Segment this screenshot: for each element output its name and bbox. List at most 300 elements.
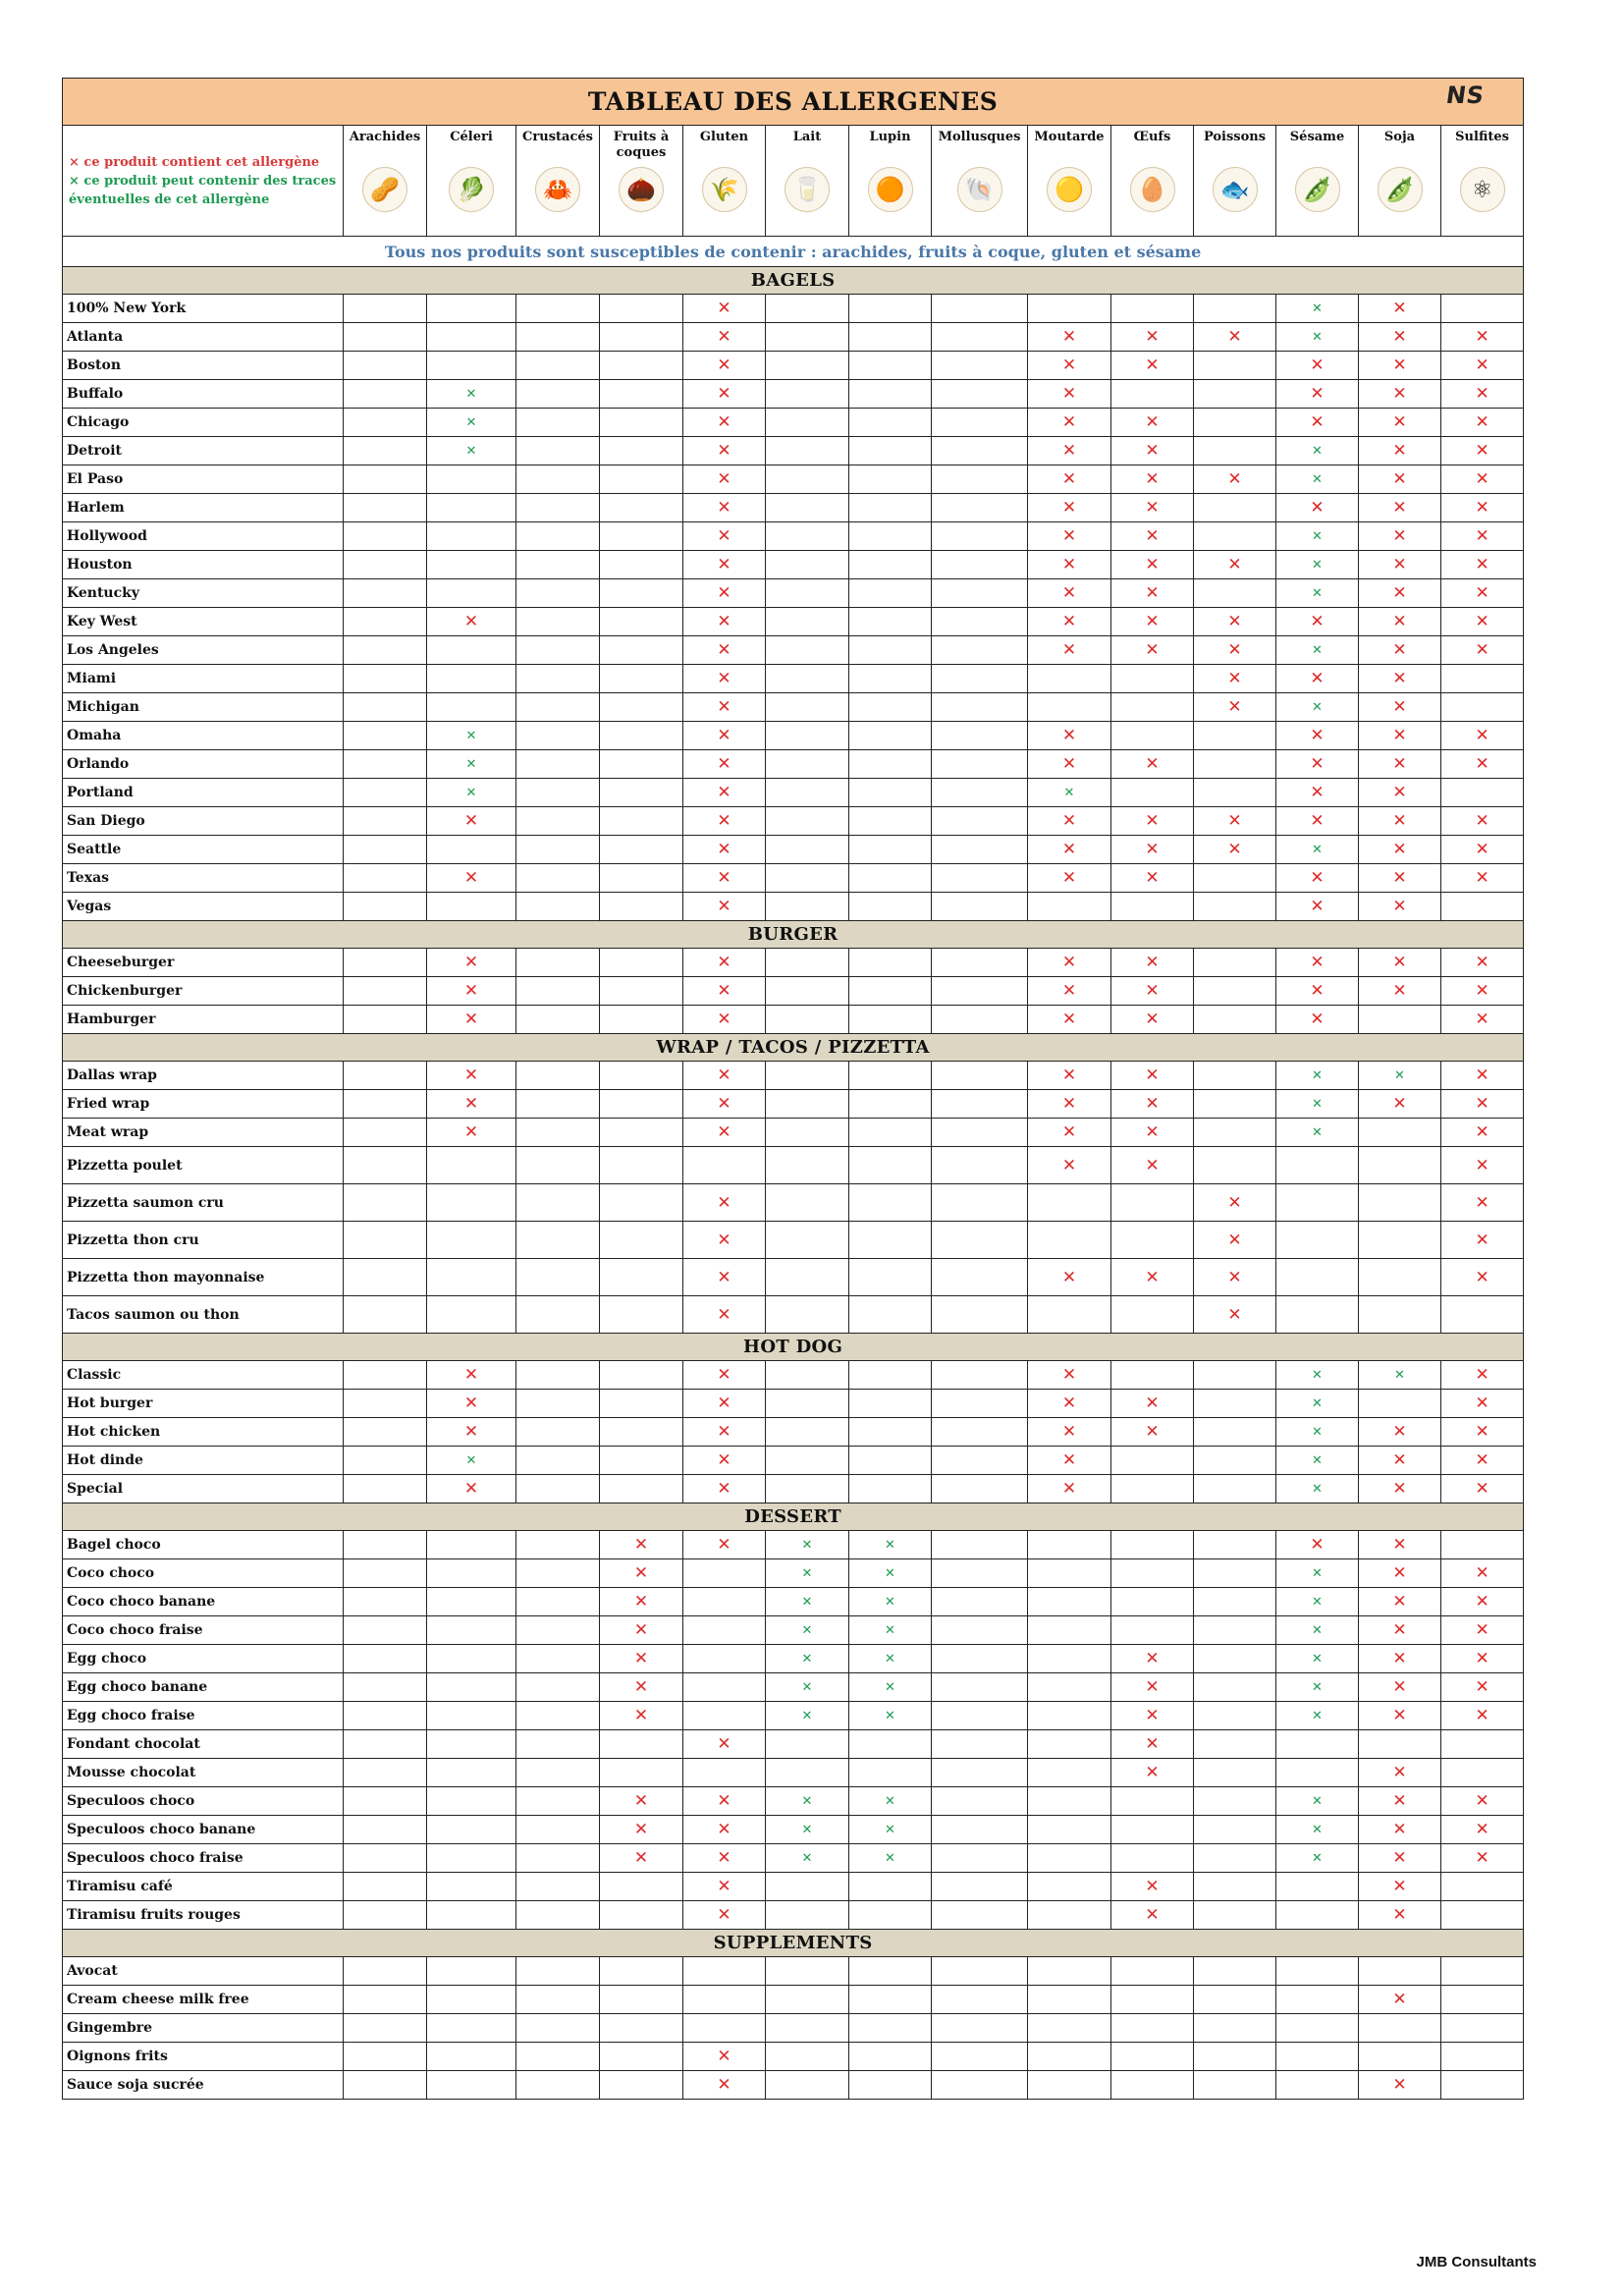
empty-cell (516, 1184, 600, 1222)
empty-cell (1276, 1184, 1359, 1222)
empty-cell (427, 1787, 516, 1816)
traces-mark-icon: ✕ (849, 1645, 932, 1673)
empty-cell (849, 807, 932, 836)
contains-mark-icon: ✕ (1194, 323, 1276, 352)
empty-cell (516, 1531, 600, 1559)
empty-cell (427, 1588, 516, 1616)
empty-cell (516, 1901, 600, 1930)
empty-cell (849, 608, 932, 636)
empty-cell (849, 1361, 932, 1390)
product-name: Vegas (63, 893, 344, 921)
contains-mark-icon: ✕ (600, 1616, 683, 1645)
contains-mark-icon: ✕ (1359, 779, 1441, 807)
empty-cell (766, 1901, 849, 1930)
contains-mark-icon: ✕ (1028, 722, 1111, 750)
contains-mark-icon: ✕ (683, 437, 766, 465)
empty-cell (849, 1062, 932, 1090)
empty-cell (766, 693, 849, 722)
peanut-icon: 🥜 (362, 167, 407, 212)
contains-mark-icon: ✕ (1111, 836, 1194, 864)
empty-cell (344, 893, 427, 921)
empty-cell (1359, 1730, 1441, 1759)
empty-cell (344, 636, 427, 665)
empty-cell (1028, 1759, 1111, 1787)
empty-cell (344, 579, 427, 608)
empty-cell (1441, 1531, 1524, 1559)
empty-cell (766, 1957, 849, 1986)
contains-mark-icon: ✕ (683, 551, 766, 579)
traces-mark-icon: ✕ (1359, 1361, 1441, 1390)
empty-cell (766, 437, 849, 465)
table-row (63, 608, 1524, 636)
empty-cell (932, 665, 1028, 693)
empty-cell (1194, 1759, 1276, 1787)
empty-cell (516, 1816, 600, 1844)
empty-cell (427, 1730, 516, 1759)
empty-cell (516, 836, 600, 864)
empty-cell (849, 380, 932, 409)
empty-cell (849, 779, 932, 807)
empty-cell (683, 1957, 766, 1986)
contains-mark-icon: ✕ (1111, 323, 1194, 352)
contains-mark-icon: ✕ (683, 750, 766, 779)
product-name: Atlanta (63, 323, 344, 352)
empty-cell (932, 1873, 1028, 1901)
footer-credit: JMB Consultants (1416, 2254, 1537, 2270)
empty-cell (344, 722, 427, 750)
empty-cell (683, 1645, 766, 1673)
contains-mark-icon: ✕ (1028, 437, 1111, 465)
contains-mark-icon: ✕ (1441, 1816, 1524, 1844)
contains-mark-icon: ✕ (1359, 1673, 1441, 1702)
empty-cell (516, 1957, 600, 1986)
empty-cell (849, 1222, 932, 1259)
empty-cell (1276, 1986, 1359, 2014)
empty-cell (766, 1730, 849, 1759)
contains-mark-icon: ✕ (1441, 1184, 1524, 1222)
contains-mark-icon: ✕ (1111, 352, 1194, 380)
table-row (63, 494, 1524, 522)
traces-mark-icon: ✕ (1276, 522, 1359, 551)
empty-cell (1028, 1222, 1111, 1259)
sesame-icon: 🫛 (1295, 167, 1340, 212)
contains-mark-icon: ✕ (1111, 1759, 1194, 1787)
empty-cell (1276, 2014, 1359, 2043)
traces-mark-icon: ✕ (849, 1531, 932, 1559)
contains-mark-icon: ✕ (683, 693, 766, 722)
empty-cell (427, 1873, 516, 1901)
table-row (63, 1447, 1524, 1475)
empty-cell (766, 409, 849, 437)
traces-mark-icon: ✕ (427, 409, 516, 437)
wheat-icon: 🌾 (702, 167, 747, 212)
traces-mark-icon: ✕ (1276, 1702, 1359, 1730)
contains-mark-icon: ✕ (1111, 465, 1194, 494)
empty-cell (427, 1759, 516, 1787)
contains-mark-icon: ✕ (683, 1222, 766, 1259)
empty-cell (600, 1062, 683, 1090)
allergen-label: Crustacés (522, 130, 593, 144)
contains-mark-icon: ✕ (1359, 352, 1441, 380)
contains-mark-icon: ✕ (1359, 380, 1441, 409)
contains-mark-icon: ✕ (1194, 665, 1276, 693)
traces-mark-icon: ✕ (1276, 295, 1359, 323)
empty-cell (427, 323, 516, 352)
empty-cell (427, 693, 516, 722)
empty-cell (344, 779, 427, 807)
empty-cell (683, 1559, 766, 1588)
empty-cell (600, 1222, 683, 1259)
empty-cell (766, 1119, 849, 1147)
allergen-column-0 (344, 126, 427, 237)
contains-mark-icon: ✕ (1441, 1090, 1524, 1119)
contains-mark-icon: ✕ (1359, 1873, 1441, 1901)
contains-mark-icon: ✕ (1276, 750, 1359, 779)
empty-cell (516, 977, 600, 1006)
contains-mark-icon: ✕ (1111, 1702, 1194, 1730)
contains-mark-icon: ✕ (683, 864, 766, 893)
traces-mark-icon: ✕ (1276, 437, 1359, 465)
product-name: Fried wrap (63, 1090, 344, 1119)
empty-cell (1194, 1588, 1276, 1616)
contains-mark-icon: ✕ (1276, 1531, 1359, 1559)
empty-cell (600, 1730, 683, 1759)
product-name: Miami (63, 665, 344, 693)
empty-cell (1111, 1447, 1194, 1475)
empty-cell (600, 1296, 683, 1334)
product-name: Egg choco (63, 1645, 344, 1673)
empty-cell (600, 1390, 683, 1418)
empty-cell (1028, 1673, 1111, 1702)
empty-cell (427, 1296, 516, 1334)
table-row (63, 977, 1524, 1006)
empty-cell (849, 2043, 932, 2071)
category-header: DESSERT (63, 1503, 1524, 1531)
empty-cell (932, 1006, 1028, 1034)
table-row (63, 1361, 1524, 1390)
empty-cell (600, 1006, 683, 1034)
empty-cell (516, 465, 600, 494)
table-row (63, 1147, 1524, 1184)
contains-mark-icon: ✕ (1111, 1873, 1194, 1901)
empty-cell (1194, 1673, 1276, 1702)
traces-mark-icon: ✕ (1276, 1645, 1359, 1673)
empty-cell (849, 1296, 932, 1334)
empty-cell (1111, 1361, 1194, 1390)
contains-mark-icon: ✕ (1028, 636, 1111, 665)
empty-cell (849, 1475, 932, 1503)
contains-mark-icon: ✕ (1111, 864, 1194, 893)
contains-mark-icon: ✕ (1028, 551, 1111, 579)
empty-cell (600, 636, 683, 665)
contains-mark-icon: ✕ (1359, 1759, 1441, 1787)
empty-cell (1194, 1119, 1276, 1147)
empty-cell (1028, 1957, 1111, 1986)
category-header: SUPPLEMENTS (63, 1930, 1524, 1957)
empty-cell (516, 807, 600, 836)
empty-cell (1276, 1259, 1359, 1296)
empty-cell (1441, 1901, 1524, 1930)
contains-mark-icon: ✕ (427, 1006, 516, 1034)
empty-cell (1028, 2014, 1111, 2043)
empty-cell (766, 2043, 849, 2071)
contains-mark-icon: ✕ (1111, 636, 1194, 665)
product-name: Hot burger (63, 1390, 344, 1418)
allergen-label: Lait (792, 130, 822, 144)
product-name: Cream cheese milk free (63, 1986, 344, 2014)
empty-cell (516, 750, 600, 779)
empty-cell (516, 1447, 600, 1475)
traces-mark-icon: ✕ (1276, 693, 1359, 722)
traces-mark-icon: ✕ (1276, 1816, 1359, 1844)
empty-cell (1194, 1559, 1276, 1588)
empty-cell (932, 893, 1028, 921)
contains-mark-icon: ✕ (1028, 807, 1111, 836)
empty-cell (1276, 1147, 1359, 1184)
contains-mark-icon: ✕ (427, 1475, 516, 1503)
traces-mark-icon: ✕ (427, 750, 516, 779)
empty-cell (766, 323, 849, 352)
empty-cell (516, 1873, 600, 1901)
contains-mark-icon: ✕ (1441, 409, 1524, 437)
contains-mark-icon: ✕ (1441, 977, 1524, 1006)
empty-cell (932, 949, 1028, 977)
contains-mark-icon: ✕ (1111, 1259, 1194, 1296)
traces-mark-icon: ✕ (1276, 1119, 1359, 1147)
empty-cell (849, 893, 932, 921)
contains-mark-icon: ✕ (683, 1062, 766, 1090)
empty-cell (344, 1222, 427, 1259)
table-row (63, 295, 1524, 323)
contains-mark-icon: ✕ (1441, 949, 1524, 977)
table-row (63, 779, 1524, 807)
empty-cell (1441, 665, 1524, 693)
traces-mark-icon: ✕ (1276, 1673, 1359, 1702)
empty-cell (427, 1702, 516, 1730)
empty-cell (600, 1184, 683, 1222)
contains-mark-icon: ✕ (683, 1296, 766, 1334)
table-row (63, 1673, 1524, 1702)
empty-cell (1111, 665, 1194, 693)
empty-cell (516, 1006, 600, 1034)
table-row (63, 1062, 1524, 1090)
contains-mark-icon: ✕ (1441, 608, 1524, 636)
allergen-label: Gluten (699, 130, 749, 144)
table-row (63, 1787, 1524, 1816)
contains-mark-icon: ✕ (1276, 893, 1359, 921)
empty-cell (1276, 1222, 1359, 1259)
contains-mark-icon: ✕ (683, 522, 766, 551)
empty-cell (932, 1901, 1028, 1930)
empty-cell (344, 1673, 427, 1702)
contains-mark-icon: ✕ (683, 1787, 766, 1816)
empty-cell (427, 1957, 516, 1986)
table-row (63, 437, 1524, 465)
product-name: Harlem (63, 494, 344, 522)
contains-mark-icon: ✕ (600, 1673, 683, 1702)
contains-mark-icon: ✕ (1359, 750, 1441, 779)
empty-cell (849, 693, 932, 722)
egg-icon: 🥚 (1130, 167, 1175, 212)
table-row (63, 836, 1524, 864)
empty-cell (1359, 1296, 1441, 1334)
contains-mark-icon: ✕ (1194, 836, 1276, 864)
empty-cell (766, 522, 849, 551)
contains-mark-icon: ✕ (1359, 2071, 1441, 2100)
contains-mark-icon: ✕ (1028, 836, 1111, 864)
product-name: Kentucky (63, 579, 344, 608)
product-name: Pizzetta thon cru (63, 1222, 344, 1259)
empty-cell (516, 1475, 600, 1503)
empty-cell (427, 1844, 516, 1873)
empty-cell (932, 1222, 1028, 1259)
contains-mark-icon: ✕ (427, 1090, 516, 1119)
empty-cell (849, 1119, 932, 1147)
contains-mark-icon: ✕ (683, 665, 766, 693)
contains-mark-icon: ✕ (1441, 836, 1524, 864)
empty-cell (849, 1390, 932, 1418)
empty-cell (427, 1816, 516, 1844)
contains-mark-icon: ✕ (1028, 409, 1111, 437)
contains-mark-icon: ✕ (1441, 579, 1524, 608)
traces-mark-icon: ✕ (766, 1787, 849, 1816)
contains-mark-icon: ✕ (683, 323, 766, 352)
empty-cell (683, 1673, 766, 1702)
empty-cell (1276, 1873, 1359, 1901)
empty-cell (516, 2043, 600, 2071)
empty-cell (1111, 693, 1194, 722)
empty-cell (1111, 2014, 1194, 2043)
allergen-column-10 (1194, 126, 1276, 237)
empty-cell (1111, 1531, 1194, 1559)
empty-cell (932, 1531, 1028, 1559)
empty-cell (849, 1418, 932, 1447)
empty-cell (1194, 1986, 1276, 2014)
empty-cell (932, 494, 1028, 522)
empty-cell (516, 1645, 600, 1673)
empty-cell (849, 1259, 932, 1296)
empty-cell (849, 1901, 932, 1930)
empty-cell (766, 977, 849, 1006)
contains-mark-icon: ✕ (1028, 1119, 1111, 1147)
empty-cell (932, 1702, 1028, 1730)
empty-cell (516, 579, 600, 608)
contains-mark-icon: ✕ (1359, 465, 1441, 494)
empty-cell (600, 1986, 683, 2014)
empty-cell (1028, 2071, 1111, 2100)
empty-cell (1194, 1702, 1276, 1730)
traces-mark-icon: ✕ (427, 380, 516, 409)
soy-icon: 🫛 (1378, 167, 1423, 212)
empty-cell (600, 1475, 683, 1503)
product-name: Classic (63, 1361, 344, 1390)
empty-cell (516, 295, 600, 323)
empty-cell (1111, 1787, 1194, 1816)
contains-mark-icon: ✕ (1111, 579, 1194, 608)
table-row (63, 1645, 1524, 1673)
empty-cell (516, 1147, 600, 1184)
empty-cell (1276, 2071, 1359, 2100)
traces-mark-icon: ✕ (766, 1844, 849, 1873)
contains-mark-icon: ✕ (1359, 807, 1441, 836)
contains-mark-icon: ✕ (1441, 1844, 1524, 1873)
empty-cell (849, 409, 932, 437)
empty-cell (932, 1184, 1028, 1222)
table-row (63, 1390, 1524, 1418)
table-row (63, 380, 1524, 409)
contains-mark-icon: ✕ (1028, 494, 1111, 522)
product-name: Seattle (63, 836, 344, 864)
empty-cell (932, 2014, 1028, 2043)
empty-cell (600, 352, 683, 380)
empty-cell (1028, 1184, 1111, 1222)
empty-cell (344, 2071, 427, 2100)
empty-cell (1194, 1957, 1276, 1986)
contains-mark-icon: ✕ (1441, 380, 1524, 409)
contains-mark-icon: ✕ (1111, 1418, 1194, 1447)
empty-cell (516, 1588, 600, 1616)
empty-cell (600, 1447, 683, 1475)
contains-mark-icon: ✕ (1441, 1787, 1524, 1816)
empty-cell (516, 636, 600, 665)
empty-cell (344, 1759, 427, 1787)
contains-mark-icon: ✕ (683, 1447, 766, 1475)
contains-mark-icon: ✕ (1028, 323, 1111, 352)
product-name: 100% New York (63, 295, 344, 323)
contains-mark-icon: ✕ (1359, 437, 1441, 465)
empty-cell (1111, 2043, 1194, 2071)
empty-cell (766, 1184, 849, 1222)
empty-cell (849, 1873, 932, 1901)
empty-cell (849, 437, 932, 465)
empty-cell (932, 779, 1028, 807)
contains-mark-icon: ✕ (1111, 1090, 1194, 1119)
empty-cell (1194, 750, 1276, 779)
empty-cell (1028, 2043, 1111, 2071)
empty-cell (1028, 1986, 1111, 2014)
empty-cell (1359, 1184, 1441, 1222)
empty-cell (344, 1616, 427, 1645)
contains-mark-icon: ✕ (1441, 1418, 1524, 1447)
contains-mark-icon: ✕ (1194, 807, 1276, 836)
contains-mark-icon: ✕ (1359, 1702, 1441, 1730)
contains-mark-icon: ✕ (1359, 579, 1441, 608)
allergen-label: Poissons (1203, 130, 1267, 144)
traces-mark-icon: ✕ (427, 722, 516, 750)
empty-cell (516, 864, 600, 893)
product-name: Pizzetta poulet (63, 1147, 344, 1184)
contains-mark-icon: ✕ (1111, 494, 1194, 522)
contains-mark-icon: ✕ (427, 864, 516, 893)
traces-mark-icon: ✕ (849, 1787, 932, 1816)
table-row (63, 1418, 1524, 1447)
product-name: Oignons frits (63, 2043, 344, 2071)
contains-mark-icon: ✕ (1441, 1616, 1524, 1645)
empty-cell (1194, 1816, 1276, 1844)
empty-cell (516, 551, 600, 579)
empty-cell (600, 1147, 683, 1184)
empty-cell (766, 750, 849, 779)
empty-cell (600, 579, 683, 608)
empty-cell (344, 522, 427, 551)
traces-mark-icon: ✕ (766, 1531, 849, 1559)
empty-cell (1028, 693, 1111, 722)
empty-cell (1441, 1730, 1524, 1759)
empty-cell (516, 409, 600, 437)
contains-mark-icon: ✕ (1111, 1062, 1194, 1090)
contains-mark-icon: ✕ (1441, 465, 1524, 494)
empty-cell (427, 1616, 516, 1645)
